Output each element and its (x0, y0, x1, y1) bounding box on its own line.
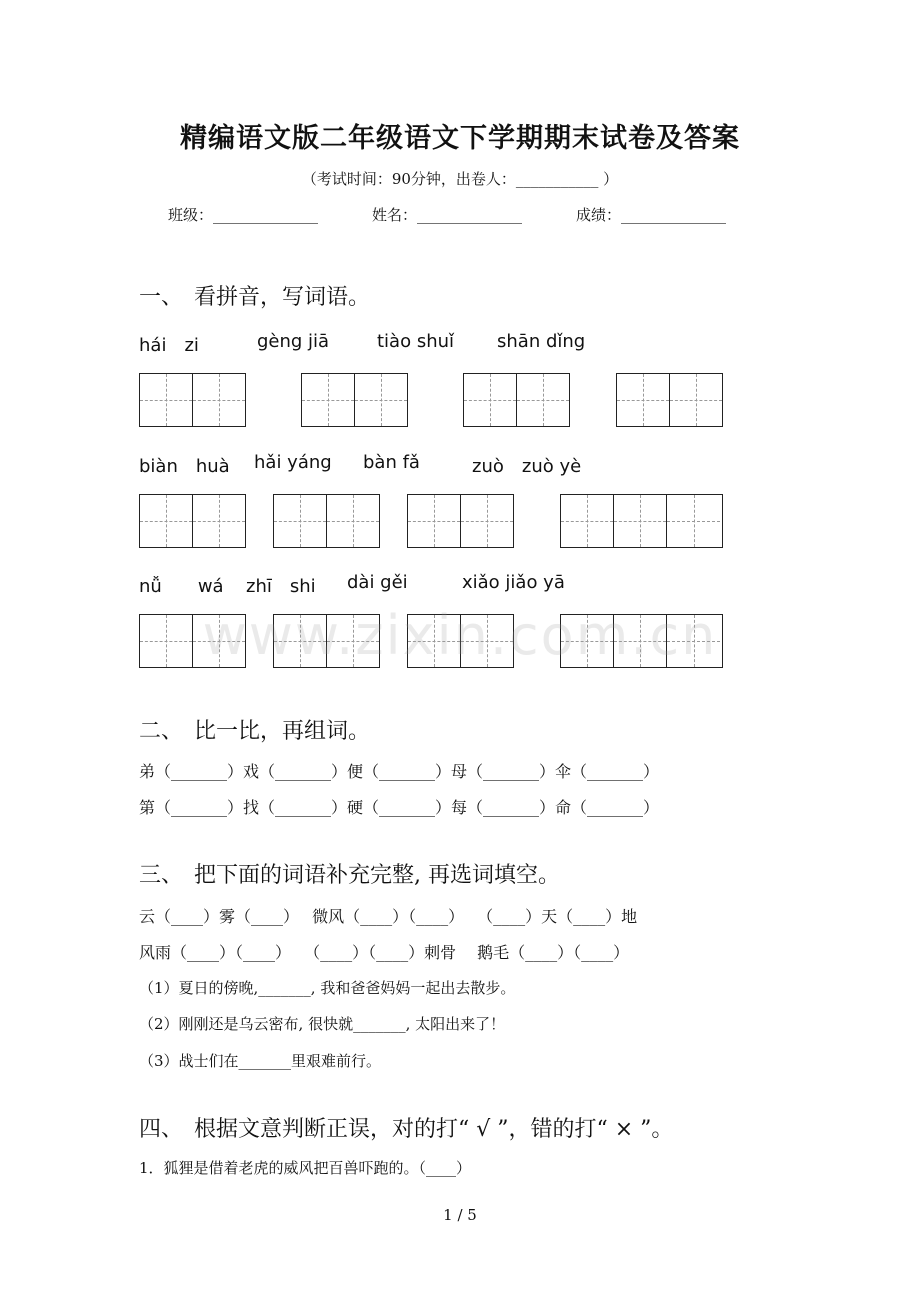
pinyin-3-2: zhī shi (246, 576, 316, 597)
pinyin-1-4: shān dǐng (497, 331, 586, 352)
section4-heading: 四、 根据文意判断正误，对的打“ √ ”，错的打“ × ”。 (139, 1117, 674, 1142)
score-field[interactable]: 成绩：______________ (576, 206, 727, 224)
exam-subtitle: （考试时间：90分钟，出卷人：___________ ） (301, 170, 619, 188)
pinyin-2-3: bàn fǎ (363, 452, 420, 473)
pinyin-3-1: nǚ wá (139, 576, 224, 597)
page-number: 1 / 5 (443, 1206, 477, 1224)
compare-line-1[interactable]: 弟（_______）戏（_______）便（_______）母（_______）伞（_______） (139, 762, 660, 781)
idiom-line-2[interactable]: 风雨（____）（____） （____）（____）刺骨 鹅毛（____）（____） (139, 943, 630, 962)
fill-question-1[interactable]: （1）夏日的傍晚,_______, 我和爸爸妈妈一起出去散步。 (139, 979, 516, 997)
writing-grid[interactable] (407, 494, 514, 548)
pinyin-2-2: hǎi yáng (254, 452, 332, 473)
section2-heading: 二、 比一比，再组词。 (139, 719, 371, 744)
pinyin-1-2: gèng jiā (257, 331, 330, 352)
fill-question-3[interactable]: （3）战士们在_______里艰难前行。 (139, 1052, 382, 1070)
writing-grid[interactable] (139, 494, 246, 548)
judge-question-1[interactable]: 1．狐狸是借着老虎的威风把百兽吓跑的。（____） (139, 1159, 472, 1177)
compare-line-2[interactable]: 第（_______）找（_______）硬（_______）每（_______）命（_______） (139, 798, 660, 817)
writing-grid[interactable] (616, 373, 723, 427)
watermark: www.zixin.com.cn (202, 604, 718, 667)
pinyin-1-1: hái zi (139, 335, 199, 356)
pinyin-3-4: xiǎo jiǎo yā (462, 572, 565, 593)
pinyin-1-3: tiào shuǐ (377, 331, 455, 352)
pinyin-2-4: zuò zuò yè (472, 456, 582, 477)
pinyin-2-1: biàn huà (139, 456, 230, 477)
fill-question-2[interactable]: （2）刚刚还是乌云密布, 很快就_______, 太阳出来了！ (139, 1015, 506, 1033)
idiom-line-1[interactable]: 云（____）雾（____） 微风（____）（____） （____）天（____）地 (139, 907, 638, 926)
pinyin-3-3: dài gěi (347, 572, 408, 593)
section3-heading: 三、 把下面的词语补充完整, 再选词填空。 (139, 863, 560, 888)
section1-heading: 一、 看拼音，写词语。 (139, 285, 371, 310)
writing-grid[interactable] (560, 494, 723, 548)
writing-grid[interactable] (273, 494, 380, 548)
writing-grid[interactable] (301, 373, 408, 427)
writing-grid[interactable] (463, 373, 570, 427)
writing-grid[interactable] (139, 373, 246, 427)
name-field[interactable]: 姓名：______________ (372, 206, 523, 224)
page-title: 精编语文版二年级语文下学期期末试卷及答案 (180, 123, 740, 154)
class-field[interactable]: 班级：______________ (168, 206, 319, 224)
